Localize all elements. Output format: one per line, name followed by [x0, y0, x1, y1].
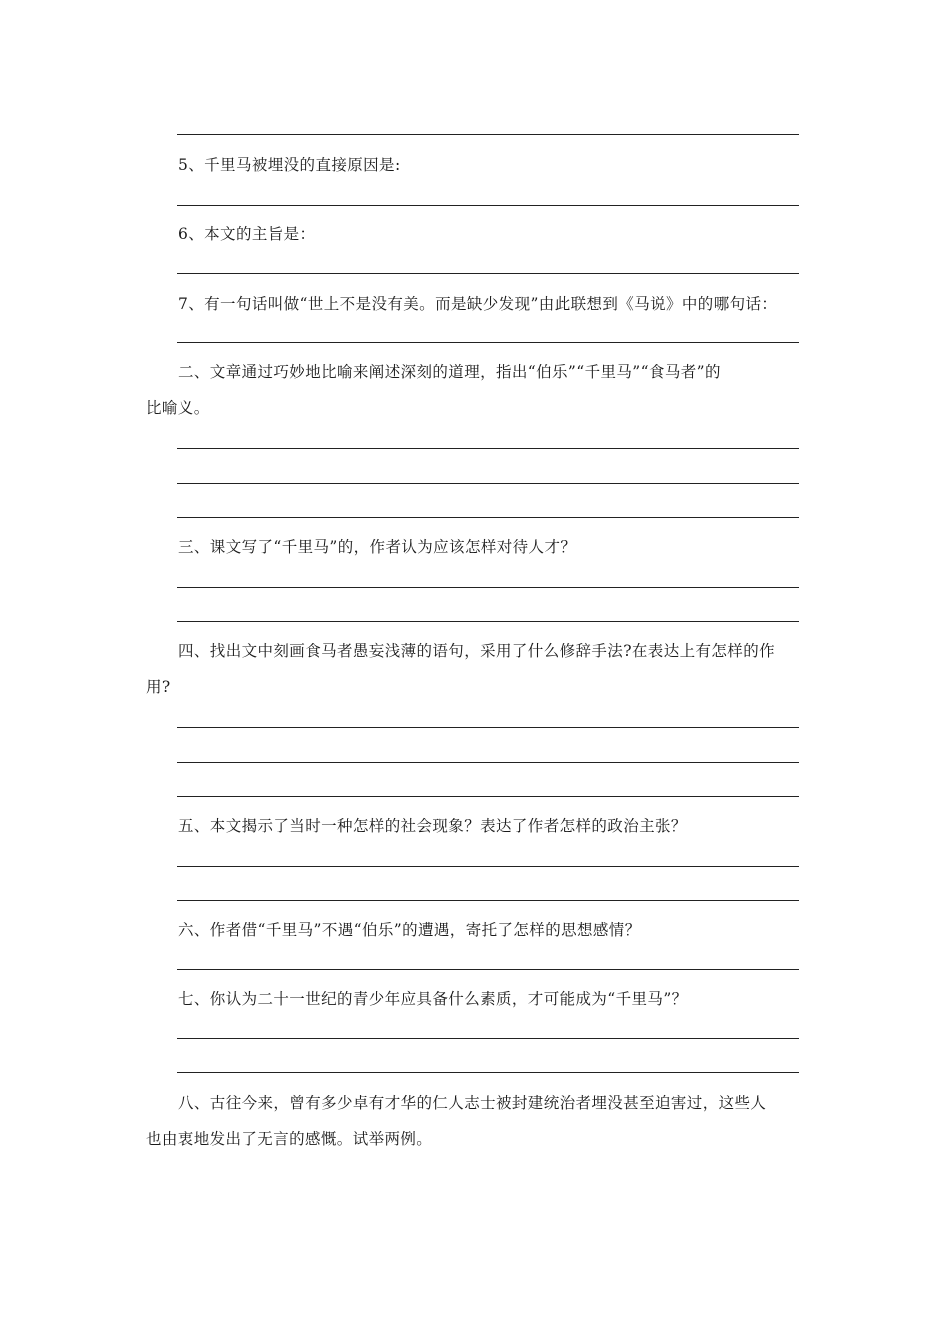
section-5: 五、本文揭示了当时一种怎样的社会现象？表达了作者怎样的政治主张？: [178, 817, 687, 835]
answer-line: [177, 796, 799, 797]
answer-line: [177, 587, 799, 588]
answer-line: [177, 900, 799, 901]
answer-line: [177, 517, 799, 518]
section-3: 三、课文写了“千里马”的，作者认为应该怎样对待人才？: [178, 538, 577, 556]
section-6: 六、作者借“千里马”不遇“伯乐”的遭遇，寄托了怎样的思想感情？: [178, 921, 641, 939]
question-6: 6、本文的主旨是：: [178, 225, 316, 243]
section-8-line-2: 也由衷地发出了无言的感慨。试举两例。: [146, 1130, 433, 1148]
answer-line: [177, 134, 799, 135]
answer-line: [177, 205, 799, 206]
question-7: 7、有一句话叫做“世上不是没有美。而是缺少发现”由此联想到《马说》中的哪句话：: [178, 295, 778, 313]
section-2-line-2: 比喻义。: [146, 399, 210, 417]
section-4-line-1: 四、找出文中刻画食马者愚妄浅薄的语句，采用了什么修辞手法?在表达上有怎样的作: [178, 642, 776, 660]
section-8-line-1: 八、古往今来，曾有多少卓有才华的仁人志士被封建统治者埋没甚至迫害过，这些人: [178, 1094, 767, 1112]
answer-line: [177, 762, 799, 763]
answer-line: [177, 483, 799, 484]
answer-line: [177, 727, 799, 728]
answer-line: [177, 866, 799, 867]
answer-line: [177, 1072, 799, 1073]
section-7: 七、你认为二十一世纪的青少年应具备什么素质，才可能成为“千里马”？: [178, 990, 688, 1008]
answer-line: [177, 448, 799, 449]
answer-line: [177, 273, 799, 274]
answer-line: [177, 1038, 799, 1039]
section-4-line-2: 用?: [146, 678, 171, 696]
question-5: 5、千里马被埋没的直接原因是:: [178, 156, 401, 174]
answer-line: [177, 621, 799, 622]
answer-line: [177, 342, 799, 343]
section-2-line-1: 二、文章通过巧妙地比喻来阐述深刻的道理，指出“伯乐”“千里马”“食马者”的: [178, 363, 721, 381]
answer-line: [177, 969, 799, 970]
